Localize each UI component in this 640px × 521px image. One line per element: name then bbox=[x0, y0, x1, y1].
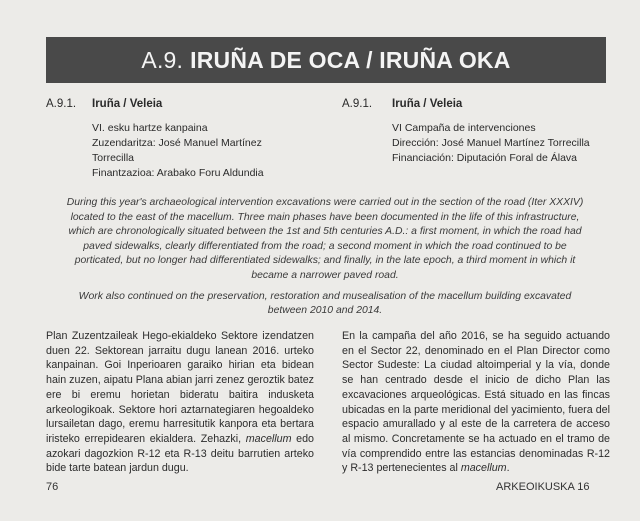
left-campaign: VI. esku hartze kanpaina bbox=[92, 122, 208, 134]
left-funding: Finantzazioa: Arabako Foru Aldundia bbox=[92, 167, 264, 179]
right-metadata bbox=[392, 121, 590, 166]
left-site-name: Iruña / Veleia bbox=[92, 98, 163, 110]
right-subsection-number: A.9.1. bbox=[342, 98, 373, 110]
left-metadata bbox=[92, 121, 264, 181]
left-subsection-number: A.9.1. bbox=[46, 98, 77, 110]
left-director-cont: Torrecilla bbox=[92, 152, 135, 164]
abstract-paragraph-1: During this year's archaeological intervention excavations were carried out in the section of the road (Iter XXXIV) located to the east of the macellum. Three main phases have been documented in the life of this infrastructure, which are chronologically situated between the 1st and 5th centuries A.D.: a first moment, in which the road had paved sidewalks, clearly differentiated from the road; a second moment in which the road continued to be porticated, but no longer had differentiated sidewalks; and finally, in the late epoch, a third moment in which it became a narrower paved road. bbox=[66, 197, 584, 281]
section-title-bar bbox=[46, 37, 606, 83]
right-campaign: VI Campaña de intervenciones bbox=[392, 122, 536, 134]
publication-name: ARKEOIKUSKA 16 bbox=[496, 481, 590, 493]
abstract-paragraph-2: Work also continued on the preservation, restoration and musealisation of the macellum building excavated between 2010 and 2014. bbox=[78, 290, 572, 317]
page-number: 76 bbox=[46, 481, 59, 493]
right-site-name: Iruña / Veleia bbox=[392, 98, 463, 110]
basque-body-text: Plan Zuzentzaileak Hego-ekialdeko Sektore izendatzen duen 22. Sektorean jarraitu dugu lanean 2016. urteko kanpainan. Goi Inperioaren garaiko hirian eta bidean hain zuzen, aipatu Plana abian jarri zenez geroztik batez ere bi eremu horietan bideratu baitira indusketa arkeologikoak. Sektore hori aztarnategiaren hegoaldeko lursailetan dago, eremu harresitutik kanpora eta bertara iristeko errepidearen ekialdera. Zehazki, macellum edo azokari dagozkion R-12 eta R-13 deitu barrutien arteko bide tarte batean jardun dugu. bbox=[46, 330, 314, 475]
left-director: Zuzendaritza: José Manuel Martínez bbox=[92, 137, 262, 149]
spanish-body-text: En la campaña del año 2016, se ha seguido actuando en el Sector 22, denominado en el Plan Director como Sector Sudeste: La ciudad altoimperial y la vía, donde se han centrado desde el inicio de dicho Plan las excavaciones arqueológicas. Está situado en las fincas ubicadas en la parte meridional del yacimiento, fuera del espacio amurallado y al este de la carretera de acceso al mismo. Concretamente se ha actuado en el tramo de vía comprendido entre las estancias denominadas R-12 y R-13 pertenecientes al macellum. bbox=[342, 330, 610, 475]
right-director: Dirección: José Manuel Martínez Torrecilla bbox=[392, 137, 590, 149]
section-code: A.9. bbox=[141, 46, 184, 73]
right-funding: Financiación: Diputación Foral de Álava bbox=[392, 152, 578, 164]
english-abstract bbox=[60, 196, 590, 325]
section-title: IRUÑA DE OCA / IRUÑA OKA bbox=[190, 46, 511, 73]
